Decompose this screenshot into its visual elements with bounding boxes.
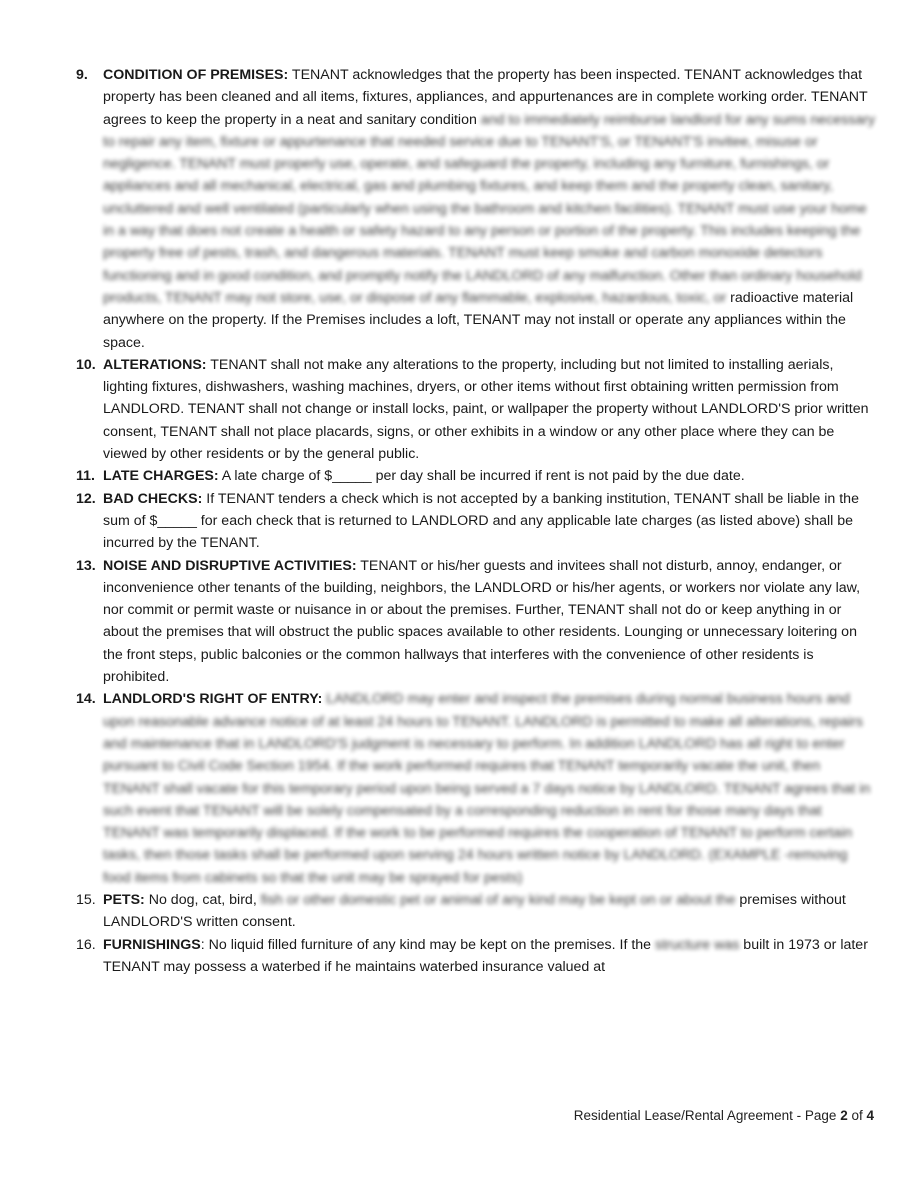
clause-heading: FURNISHINGS [103,936,201,953]
footer-doc-title: Residential Lease/Rental Agreement - Page [573,1108,841,1123]
blurred-text: structure was [651,936,740,953]
clause-12 [76,488,876,555]
clause-text: TENANT or his/her guests and invitees shall not disturb, annoy, endanger, or inconvenience other tenants of the building, neighbors, the LANDLORD or his/her agents, or workers nor violate any law, nor commit or permit waste or nuisance in or about the premises. Further, TENANT shall not do or keep anything in or about the premises that will obstruct the public spaces available to other residents. Lounging or unnecessary loitering on the front steps, public balconies or the common hallways that interferes with the convenience of other residents is prohibited. [103,557,861,686]
clause-heading: CONDITION OF PREMISES: [103,67,289,83]
clause-text-end: radioactive material anywhere on the property. If the Premises includes a loft, TENANT may not install or operate any appliances within the space. [103,289,854,351]
clause-heading: LANDLORD'S RIGHT OF ENTRY: [103,691,323,708]
footer-page-sep: of [847,1108,867,1123]
blurred-text: LANDLORD may enter and inspect the premises during normal business hours and upon reasonable advance notice of at least 24 hours to TENANT. LANDLORD is permitted to make all alterations, repairs and maintenance that in LANDLORD'S judgment is necessary to perform. In addition LANDLORD has all right to enter pursuant to Civil Code Section 1954. If the work performed requires that TENANT temporarily vacate the unit, then TENANT shall vacate for this temporary period upon being served a 7 days notice by LANDLORD. TENANT agrees that in such event that TENANT will be solely compensated by a corresponding reduction in rent for those many days that TENANT was temporarily displaced. If the work to be performed requires the cooperation of TENANT to perform certain tasks, then those tasks shall be performed upon serving 24 hours written notice by LANDLORD. (EXAMPLE -removing food items from cabinets so that the unit may be sprayed for pests) [103,691,871,886]
clause-heading: LATE CHARGES: [103,468,219,485]
clause-15 [76,889,876,934]
clause-number: 9. [76,67,88,83]
clause-text: : No liquid filled furniture of any kind may be kept on the premises. If the [200,936,652,953]
clause-number: 13. [76,557,96,574]
footer-page-total: 4 [866,1108,874,1123]
clause-heading: BAD CHECKS: [103,490,203,507]
clause-text: A late charge of $_____ per day shall be incurred if rent is not paid by the due date. [218,468,745,485]
clause-13 [76,555,876,689]
clause-list [76,64,876,978]
clause-text: No dog, cat, bird, [144,891,257,908]
clause-11 [76,465,876,487]
clause-heading: ALTERATIONS: [103,356,207,373]
clause-text: TENANT acknowledges that the property has been inspected. TENANT acknowledges that property has been cleaned and all items, fixtures, appliances, and appurtenances are in complete working order. TENANT agrees to keep the property in a neat and sanitary condition [103,67,868,128]
clause-heading: PETS: [103,891,145,908]
page-footer [574,1108,874,1123]
clause-9 [76,64,876,354]
clause-number: 10. [76,356,96,373]
footer-page-current: 2 [840,1108,848,1123]
clause-10 [76,354,876,465]
clause-number: 12. [76,490,96,507]
clause-number: 15. [76,891,96,908]
clause-text-end: premises without LANDLORD'S written consent. [103,891,846,931]
clause-number: 14. [76,691,96,708]
clause-number: 11. [76,468,95,485]
clause-heading: NOISE AND DISRUPTIVE ACTIVITIES: [103,557,357,574]
blurred-text: and to immediately reimburse landlord for any sums necessary to repair any item, fixture or appurtenance that needed service due to TENANT'S, or TENANT'S invitee, misuse or negligence. TENANT must properly use, operate, and safeguard the property, including any furniture, furnishings, or appliances and all mechanical, electrical, gas and plumbing fixtures, and keep them and the property clean, sanitary, uncluttered and well ventilated (particularly when using the bathroom and kitchen facilities). TENANT must use your home in a way that does not create a health or safety hazard to any person or portion of the property. This includes keeping the property free of pests, trash, and dangerous materials. TENANT must keep smoke and carbon monoxide detectors functioning and in good condition, and promptly notify the LANDLORD of any malfunction. Other than ordinary household products, TENANT may not store, use, or dispose of any flammable, explosive, hazardous, toxic, or [103,111,876,306]
blurred-text: fish or other domestic pet or animal of any kind may be kept on or about the [256,891,736,908]
clause-number: 16. [76,936,96,953]
clause-text-end: built in 1973 or later TENANT may possess a waterbed if he maintains waterbed insurance valued at [103,936,868,975]
clause-14 [76,688,876,889]
clause-16 [76,934,876,979]
clause-text: TENANT shall not make any alterations to the property, including but not limited to installing aerials, lighting fixtures, dishwashers, washing machines, dryers, or other items without first obtaining written permission from LANDLORD. TENANT shall not change or install locks, paint, or wallpaper the property without LANDLORD'S prior written consent, TENANT shall not place placards, signs, or other exhibits in a window or any other place where they can be viewed by other residents or by the general public. [103,356,869,463]
clause-text: If TENANT tenders a check which is not accepted by a banking institution, TENANT shall be liable in the sum of $_____ for each check that is returned to LANDLORD and any applicable late charges (as listed above) shall be incurred by the TENANT. [103,490,859,552]
